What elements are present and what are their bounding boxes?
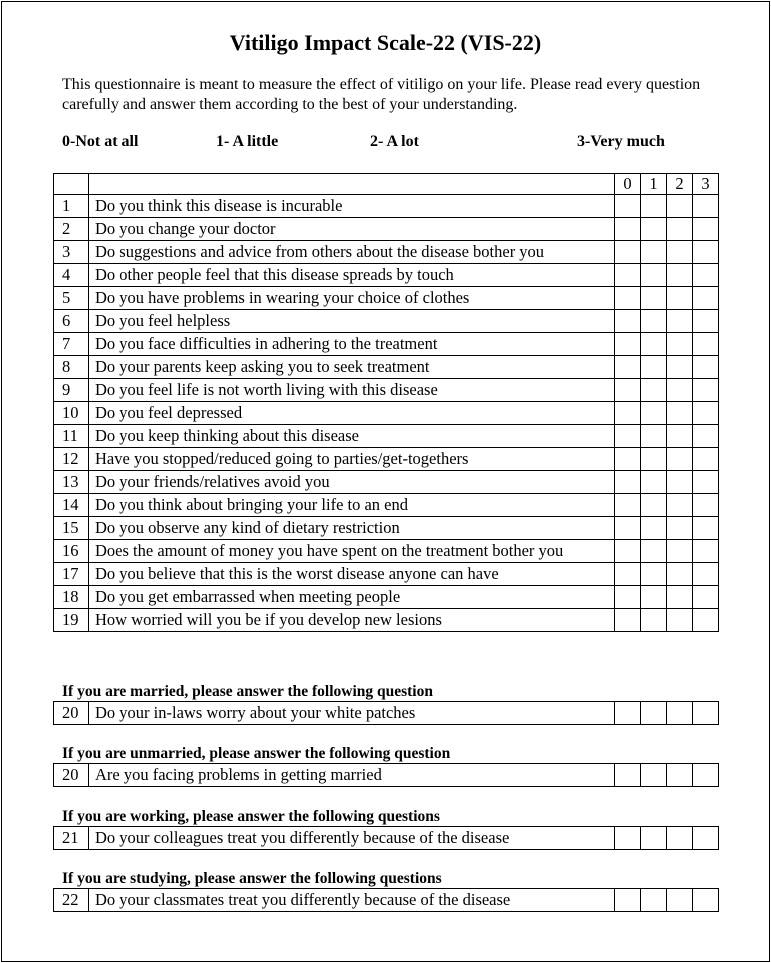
answer-box-3[interactable] bbox=[693, 333, 719, 356]
section-table bbox=[53, 888, 719, 912]
question-number: 15 bbox=[54, 517, 89, 540]
question-number: 18 bbox=[54, 586, 89, 609]
answer-box-3[interactable] bbox=[693, 563, 719, 586]
answer-box-2[interactable] bbox=[667, 540, 693, 563]
answer-box-0[interactable] bbox=[615, 310, 641, 333]
answer-box-0[interactable] bbox=[615, 379, 641, 402]
answer-box-0[interactable] bbox=[615, 287, 641, 310]
question-text: Are you facing problems in getting married bbox=[89, 764, 615, 787]
answer-box-0[interactable] bbox=[615, 702, 641, 725]
question-number: 12 bbox=[54, 448, 89, 471]
answer-box-1[interactable] bbox=[641, 827, 667, 850]
answer-box-0[interactable] bbox=[615, 494, 641, 517]
question-text: Do your classmates treat you differently because of the disease bbox=[89, 889, 615, 912]
answer-box-0[interactable] bbox=[615, 195, 641, 218]
answer-box-2[interactable] bbox=[667, 287, 693, 310]
column-header-2: 2 bbox=[667, 174, 693, 195]
answer-box-1[interactable] bbox=[641, 310, 667, 333]
answer-box-3[interactable] bbox=[693, 402, 719, 425]
answer-box-3[interactable] bbox=[693, 379, 719, 402]
table-row bbox=[54, 586, 719, 609]
question-text: Do your friends/relatives avoid you bbox=[89, 471, 615, 494]
answer-box-1[interactable] bbox=[641, 425, 667, 448]
answer-box-3[interactable] bbox=[693, 264, 719, 287]
answer-box-1[interactable] bbox=[641, 218, 667, 241]
answer-box-1[interactable] bbox=[641, 889, 667, 912]
section-table bbox=[53, 763, 719, 787]
question-text: Do you feel helpless bbox=[89, 310, 615, 333]
answer-box-3[interactable] bbox=[693, 586, 719, 609]
table-row bbox=[54, 540, 719, 563]
answer-box-1[interactable] bbox=[641, 356, 667, 379]
answer-box-1[interactable] bbox=[641, 540, 667, 563]
answer-box-0[interactable] bbox=[615, 333, 641, 356]
question-number: 10 bbox=[54, 402, 89, 425]
answer-box-1[interactable] bbox=[641, 586, 667, 609]
section-table bbox=[53, 701, 719, 725]
table-row bbox=[54, 517, 719, 540]
section-label: If you are unmarried, please answer the following question bbox=[62, 745, 451, 762]
answer-box-2[interactable] bbox=[667, 827, 693, 850]
answer-box-2[interactable] bbox=[667, 563, 693, 586]
answer-box-0[interactable] bbox=[615, 563, 641, 586]
answer-box-3[interactable] bbox=[693, 517, 719, 540]
question-number: 14 bbox=[54, 494, 89, 517]
table-row bbox=[54, 609, 719, 632]
answer-box-2[interactable] bbox=[667, 264, 693, 287]
table-row bbox=[54, 702, 719, 725]
question-number: 1 bbox=[54, 195, 89, 218]
answer-box-1[interactable] bbox=[641, 195, 667, 218]
question-text: Do you believe that this is the worst disease anyone can have bbox=[89, 563, 615, 586]
table-row bbox=[54, 356, 719, 379]
section-label: If you are working, please answer the following questions bbox=[62, 808, 440, 825]
table-row bbox=[54, 448, 719, 471]
answer-box-3[interactable] bbox=[693, 310, 719, 333]
answer-box-0[interactable] bbox=[615, 609, 641, 632]
section-label: If you are studying, please answer the following questions bbox=[62, 870, 442, 887]
answer-box-1[interactable] bbox=[641, 402, 667, 425]
question-number: 13 bbox=[54, 471, 89, 494]
answer-box-0[interactable] bbox=[615, 540, 641, 563]
header-question-cell bbox=[89, 174, 615, 195]
answer-box-3[interactable] bbox=[693, 494, 719, 517]
answer-box-0[interactable] bbox=[615, 448, 641, 471]
answer-box-0[interactable] bbox=[615, 471, 641, 494]
page-title: Vitiligo Impact Scale-22 (VIS-22) bbox=[229, 30, 542, 55]
answer-box-2[interactable] bbox=[667, 609, 693, 632]
scale-label-2: 2- A lot bbox=[370, 133, 419, 150]
question-text: Have you stopped/reduced going to parties/get-togethers bbox=[89, 448, 615, 471]
table-row bbox=[54, 379, 719, 402]
question-number: 3 bbox=[54, 241, 89, 264]
question-text: Do you think about bringing your life to an end bbox=[89, 494, 615, 517]
question-text: Do your parents keep asking you to seek treatment bbox=[89, 356, 615, 379]
answer-box-1[interactable] bbox=[641, 563, 667, 586]
question-number: 20 bbox=[54, 702, 89, 725]
answer-box-0[interactable] bbox=[615, 827, 641, 850]
scale-label-1: 1- A little bbox=[216, 133, 279, 150]
table-row bbox=[54, 827, 719, 850]
answer-box-0[interactable] bbox=[615, 241, 641, 264]
answer-box-0[interactable] bbox=[615, 586, 641, 609]
section-table bbox=[53, 826, 719, 850]
answer-box-3[interactable] bbox=[693, 702, 719, 725]
table-row bbox=[54, 563, 719, 586]
answer-box-3[interactable] bbox=[693, 425, 719, 448]
answer-box-1[interactable] bbox=[641, 333, 667, 356]
answer-box-3[interactable] bbox=[693, 889, 719, 912]
answer-box-0[interactable] bbox=[615, 402, 641, 425]
answer-box-2[interactable] bbox=[667, 702, 693, 725]
answer-box-1[interactable] bbox=[641, 264, 667, 287]
answer-box-3[interactable] bbox=[693, 448, 719, 471]
answer-box-1[interactable] bbox=[641, 379, 667, 402]
column-header-0: 0 bbox=[615, 174, 641, 195]
answer-box-2[interactable] bbox=[667, 402, 693, 425]
scale-label-0: 0-Not at all bbox=[62, 133, 139, 150]
question-text: Do you face difficulties in adhering to the treatment bbox=[89, 333, 615, 356]
answer-box-0[interactable] bbox=[615, 889, 641, 912]
question-text: Do you think this disease is incurable bbox=[89, 195, 615, 218]
table-row bbox=[54, 402, 719, 425]
table-row bbox=[54, 333, 719, 356]
question-number: 9 bbox=[54, 379, 89, 402]
answer-box-2[interactable] bbox=[667, 471, 693, 494]
question-number: 2 bbox=[54, 218, 89, 241]
answer-box-2[interactable] bbox=[667, 379, 693, 402]
question-number: 17 bbox=[54, 563, 89, 586]
question-text: Does the amount of money you have spent on the treatment bother you bbox=[89, 540, 615, 563]
answer-box-1[interactable] bbox=[641, 702, 667, 725]
column-header-3: 3 bbox=[693, 174, 719, 195]
answer-box-2[interactable] bbox=[667, 448, 693, 471]
answer-box-1[interactable] bbox=[641, 494, 667, 517]
answer-box-3[interactable] bbox=[693, 218, 719, 241]
question-text: Do you observe any kind of dietary restriction bbox=[89, 517, 615, 540]
question-number: 11 bbox=[54, 425, 89, 448]
table-row bbox=[54, 889, 719, 912]
answer-box-3[interactable] bbox=[693, 471, 719, 494]
question-text: Do you change your doctor bbox=[89, 218, 615, 241]
answer-box-2[interactable] bbox=[667, 333, 693, 356]
question-text: Do other people feel that this disease spreads by touch bbox=[89, 264, 615, 287]
answer-box-2[interactable] bbox=[667, 586, 693, 609]
answer-box-2[interactable] bbox=[667, 764, 693, 787]
answer-box-1[interactable] bbox=[641, 287, 667, 310]
answer-box-2[interactable] bbox=[667, 310, 693, 333]
answer-box-2[interactable] bbox=[667, 241, 693, 264]
question-number: 7 bbox=[54, 333, 89, 356]
table-row bbox=[54, 310, 719, 333]
answer-box-0[interactable] bbox=[615, 218, 641, 241]
table-row bbox=[54, 287, 719, 310]
header-number-cell bbox=[54, 174, 89, 195]
question-text: Do you feel depressed bbox=[89, 402, 615, 425]
answer-box-2[interactable] bbox=[667, 356, 693, 379]
questions-table bbox=[53, 173, 719, 632]
question-number: 20 bbox=[54, 764, 89, 787]
question-number: 8 bbox=[54, 356, 89, 379]
question-number: 5 bbox=[54, 287, 89, 310]
answer-box-3[interactable] bbox=[693, 827, 719, 850]
question-number: 6 bbox=[54, 310, 89, 333]
question-text: Do you have problems in wearing your choice of clothes bbox=[89, 287, 615, 310]
question-number: 4 bbox=[54, 264, 89, 287]
table-row bbox=[54, 218, 719, 241]
question-text: How worried will you be if you develop new lesions bbox=[89, 609, 615, 632]
table-row bbox=[54, 471, 719, 494]
answer-box-0[interactable] bbox=[615, 425, 641, 448]
answer-box-1[interactable] bbox=[641, 241, 667, 264]
answer-box-2[interactable] bbox=[667, 195, 693, 218]
answer-box-2[interactable] bbox=[667, 517, 693, 540]
answer-box-1[interactable] bbox=[641, 517, 667, 540]
answer-box-3[interactable] bbox=[693, 356, 719, 379]
table-row bbox=[54, 764, 719, 787]
question-number: 21 bbox=[54, 827, 89, 850]
question-number: 16 bbox=[54, 540, 89, 563]
answer-box-1[interactable] bbox=[641, 609, 667, 632]
answer-box-1[interactable] bbox=[641, 471, 667, 494]
answer-box-0[interactable] bbox=[615, 517, 641, 540]
table-row bbox=[54, 264, 719, 287]
answer-box-3[interactable] bbox=[693, 540, 719, 563]
answer-box-3[interactable] bbox=[693, 764, 719, 787]
answer-box-3[interactable] bbox=[693, 287, 719, 310]
answer-box-1[interactable] bbox=[641, 764, 667, 787]
answer-box-1[interactable] bbox=[641, 448, 667, 471]
table-row bbox=[54, 494, 719, 517]
answer-box-2[interactable] bbox=[667, 494, 693, 517]
table-row bbox=[54, 241, 719, 264]
answer-box-0[interactable] bbox=[615, 764, 641, 787]
question-number: 22 bbox=[54, 889, 89, 912]
answer-box-2[interactable] bbox=[667, 425, 693, 448]
question-text: Do suggestions and advice from others about the disease bother you bbox=[89, 241, 615, 264]
question-text: Do you keep thinking about this disease bbox=[89, 425, 615, 448]
answer-box-0[interactable] bbox=[615, 264, 641, 287]
answer-box-3[interactable] bbox=[693, 195, 719, 218]
question-number: 19 bbox=[54, 609, 89, 632]
table-row bbox=[54, 425, 719, 448]
table-header-row bbox=[54, 174, 719, 195]
answer-box-0[interactable] bbox=[615, 356, 641, 379]
section-label: If you are married, please answer the following question bbox=[62, 683, 433, 700]
answer-box-2[interactable] bbox=[667, 889, 693, 912]
answer-box-3[interactable] bbox=[693, 241, 719, 264]
question-text: Do you get embarrassed when meeting people bbox=[89, 586, 615, 609]
question-text: Do your colleagues treat you differently because of the disease bbox=[89, 827, 615, 850]
answer-box-3[interactable] bbox=[693, 609, 719, 632]
column-header-1: 1 bbox=[641, 174, 667, 195]
answer-box-2[interactable] bbox=[667, 218, 693, 241]
question-text: Do you feel life is not worth living with this disease bbox=[89, 379, 615, 402]
table-row bbox=[54, 195, 719, 218]
question-text: Do your in-laws worry about your white patches bbox=[89, 702, 615, 725]
scale-label-3: 3-Very much bbox=[577, 133, 665, 150]
intro-text: This questionnaire is meant to measure the effect of vitiligo on your life. Please read every question carefully and answer them according to the best of your understanding. bbox=[62, 76, 701, 113]
